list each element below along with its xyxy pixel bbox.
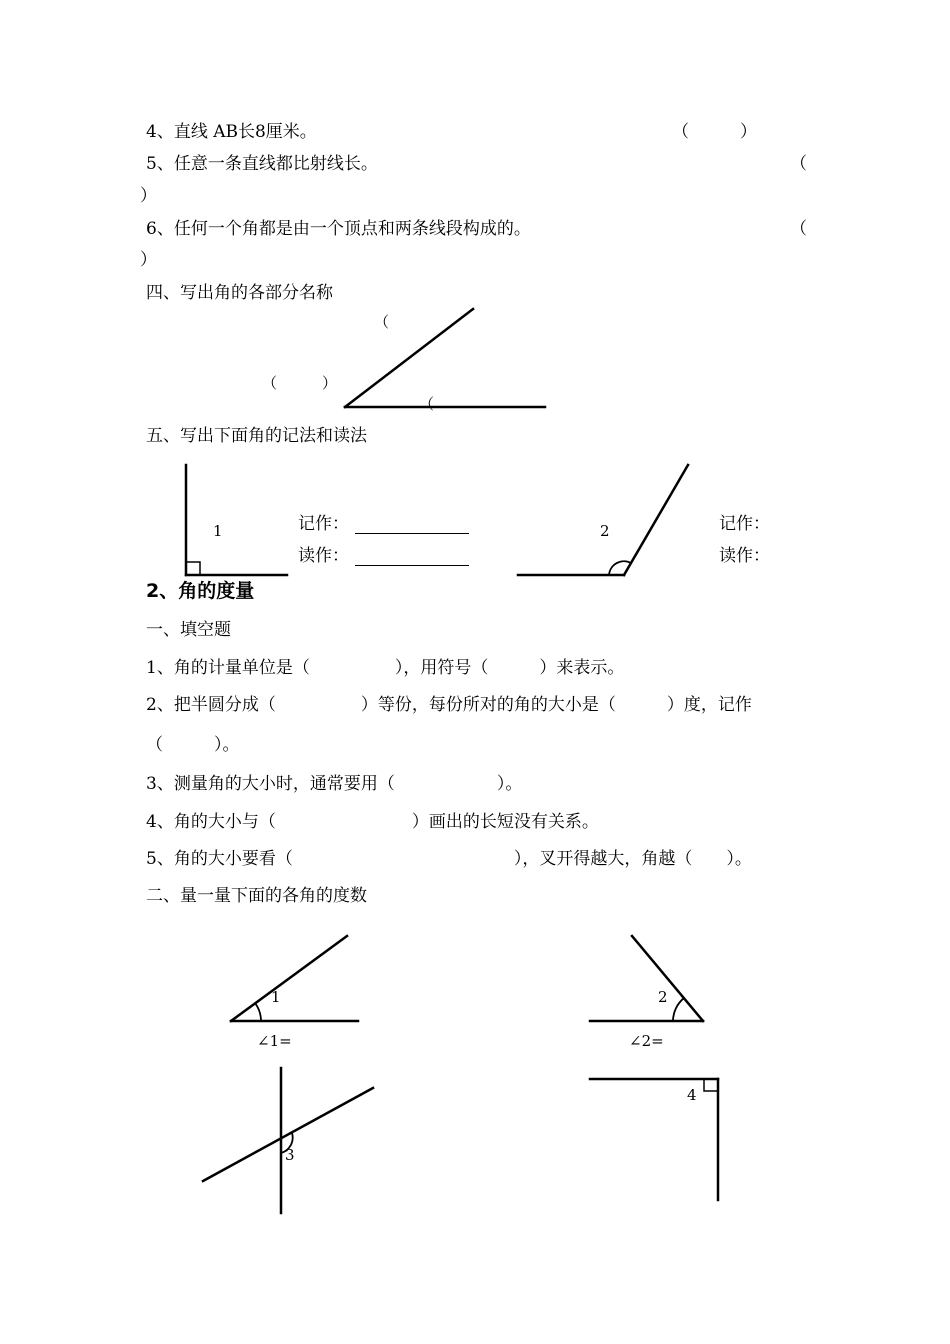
judge-q4: 4、直线 AB长8厘米。 xyxy=(146,122,317,142)
angle2-read-label: 读作： xyxy=(719,546,770,566)
measure-angle2-number: 2 xyxy=(658,988,668,1006)
fill-q4: 4、角的大小与（ ）画出的长短没有关系。 xyxy=(146,812,599,832)
measure-angle-4-figure xyxy=(590,1079,718,1200)
fill-q5: 5、角的大小要看（ ），叉开得越大，角越（ ）。 xyxy=(146,849,752,869)
measure-angle1-number: 1 xyxy=(271,988,281,1006)
measure-title: 二、量一量下面的各角的度数 xyxy=(146,886,367,906)
obtuse-angle-2-figure xyxy=(518,465,688,575)
judge-q5: 5、任意一条直线都比射线长。 xyxy=(146,154,378,174)
judge-q5-paren-open[interactable]: （ xyxy=(790,154,807,174)
fill-q3: 3、测量角的大小时，通常要用（ ）。 xyxy=(146,774,523,794)
judge-q6-paren-open[interactable]: （ xyxy=(790,219,807,239)
fill-q2: 2、把半圆分成（ ）等份，每份所对的角的大小是（ ）度，记作 xyxy=(146,695,752,715)
section4-label-top[interactable]: （ xyxy=(374,313,390,331)
right-angle-1-figure xyxy=(186,465,287,575)
angle1-number: 1 xyxy=(213,522,223,540)
judge-q6: 6、任何一个角都是由一个顶点和两条线段构成的。 xyxy=(146,219,531,239)
measure-angle3-number: 3 xyxy=(285,1146,295,1164)
judge-q5-paren-close[interactable]: ） xyxy=(140,186,157,206)
section4-title: 四、写出角的各部分名称 xyxy=(146,283,333,303)
angle1-write-label: 记作： xyxy=(298,514,349,534)
angle2-write-label: 记作： xyxy=(719,514,770,534)
angle-parts-figure xyxy=(345,309,545,407)
section4-label-left[interactable]: （ ） xyxy=(262,374,338,392)
section4-label-bottom[interactable]: （ xyxy=(419,395,435,413)
fill-q1: 1、角的计量单位是（ ），用符号（ ）来表示。 xyxy=(146,658,625,678)
measure-angle-2-figure xyxy=(590,936,703,1021)
fill-q2-continued: （ ）。 xyxy=(146,735,240,755)
section5-title: 五、写出下面角的记法和读法 xyxy=(146,426,367,446)
measure-angle-1-figure xyxy=(231,936,358,1021)
angle2-number: 2 xyxy=(600,522,610,540)
angle1-read-label: 读作： xyxy=(298,546,349,566)
measure-angle-3-figure xyxy=(203,1068,373,1213)
measure-angle4-number: 4 xyxy=(687,1086,697,1104)
fill-title: 一、填空题 xyxy=(146,620,231,640)
part2-heading: 2、角的度量 xyxy=(146,580,255,602)
judge-q6-paren-close[interactable]: ） xyxy=(140,250,157,270)
measure-angle2-label[interactable]: ∠2= xyxy=(629,1032,664,1050)
judge-q4-answer-paren[interactable]: （ ） xyxy=(672,122,757,142)
measure-angle1-label[interactable]: ∠1= xyxy=(257,1032,292,1050)
